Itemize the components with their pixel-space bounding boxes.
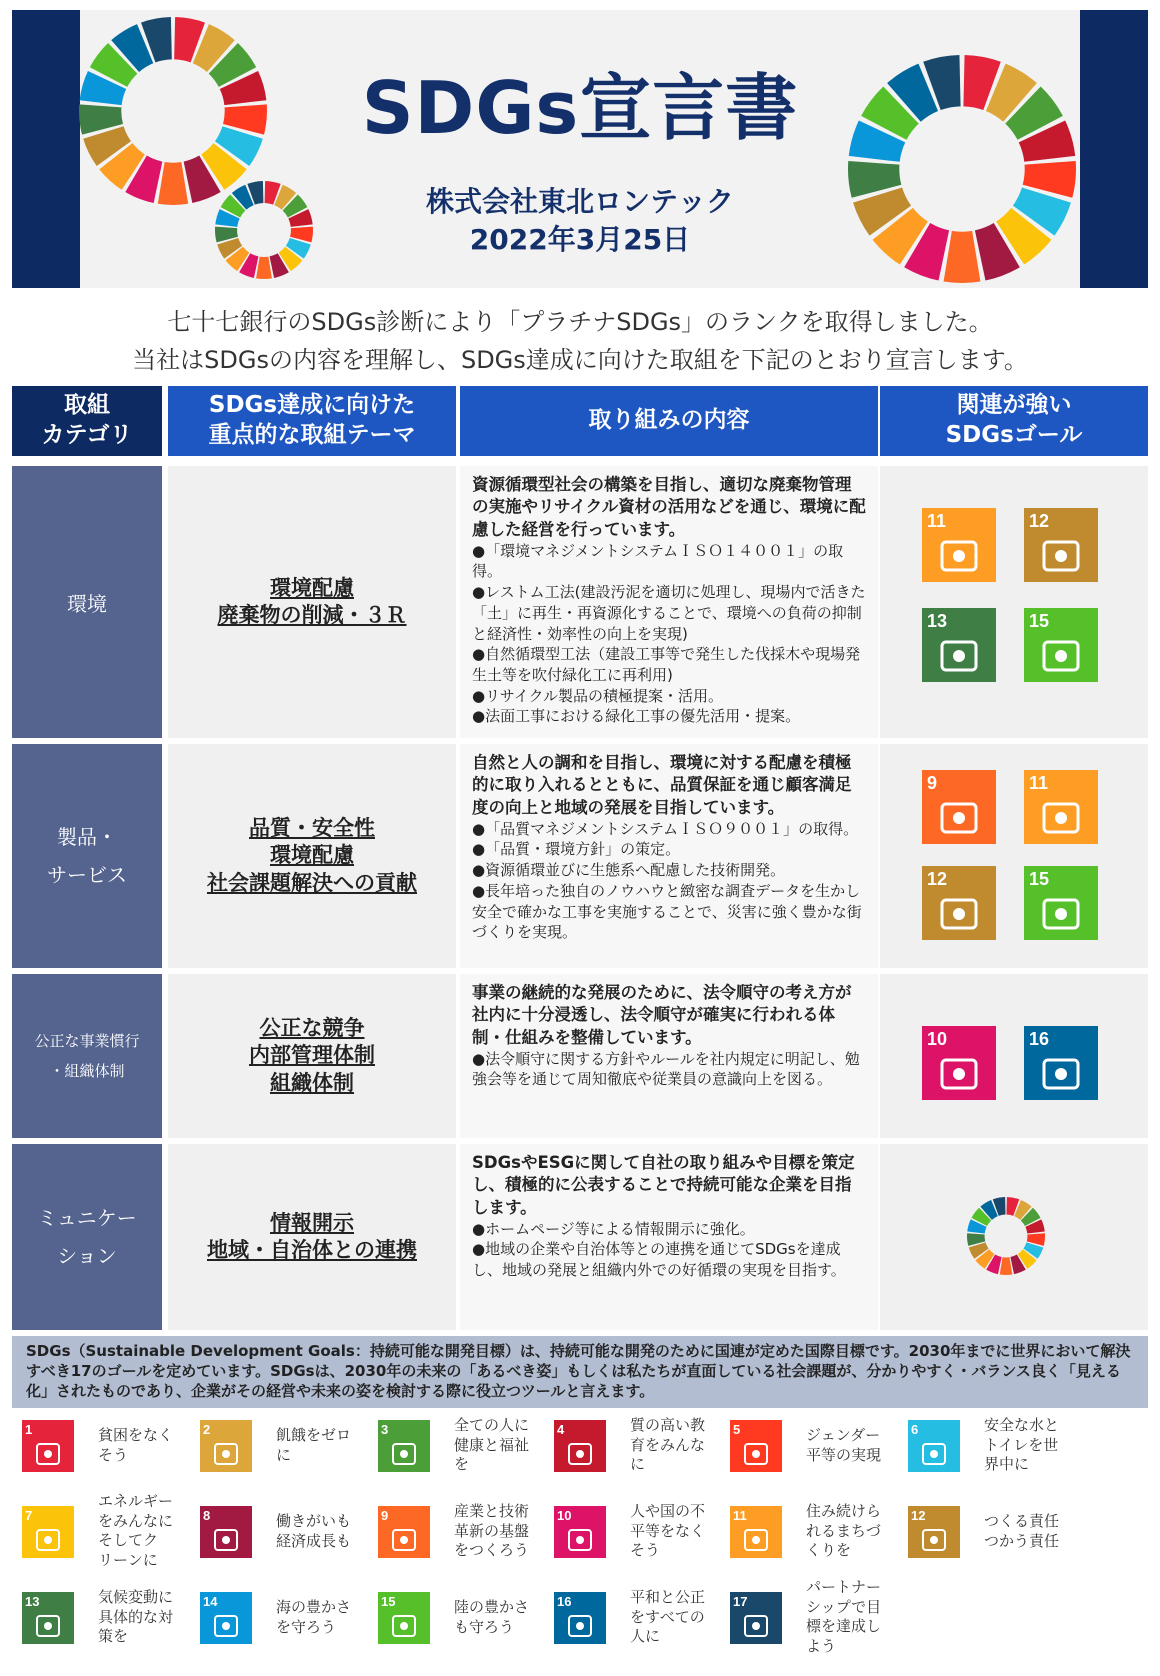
goal-pictogram xyxy=(922,770,996,844)
row-fair-practice-theme: 公正な競争 内部管理体制 組織体制 xyxy=(168,974,456,1138)
intro-line-2: 当社はSDGsの内容を理解し、SDGs達成に向けた取組を下記のとおり宣言します。 xyxy=(132,346,1028,374)
sdgs-description: SDGs（Sustainable Development Goals：持続可能な開発目標）は、持続可能な開発のために国連が定めた国際目標です。2030年までに世界において解決すべき17のゴールを定めています。SDGsは、2030年の未来の「あるべき姿」もしくは私たちが直面している社会課題が、分かりやすく・バランス良く「見える化」されたものであり、企業がその経営や未来の姿を検討する際に役立つツールと言えます。 xyxy=(12,1336,1148,1408)
goal-icon-12: 12 xyxy=(1024,508,1098,582)
goal-12-icon xyxy=(908,1506,960,1558)
goal-pictogram xyxy=(1024,508,1098,582)
goal-16-icon xyxy=(554,1592,606,1644)
goal-4-icon xyxy=(554,1420,606,1472)
goal-10-label: 人や国の不 平等をなく そう xyxy=(630,1502,706,1559)
goal-4-label: 質の高い教 育をみんな に xyxy=(630,1416,706,1473)
goal-icon-10: 10 xyxy=(922,1026,996,1100)
goal-6-icon xyxy=(908,1420,960,1472)
goal-pictogram xyxy=(922,866,996,940)
goal-13-icon xyxy=(22,1592,74,1644)
goal-number: 2 xyxy=(203,1422,211,1437)
row-fair-practice-category: 公正な事業慣行 ・組織体制 xyxy=(12,974,162,1138)
page-title: SDGs宣言書 xyxy=(361,66,799,150)
goal-14-label: 海の豊かさ を守ろう xyxy=(276,1598,352,1636)
goal-number: 16 xyxy=(557,1594,572,1609)
declaration-date: 2022年3月25日 xyxy=(469,223,691,256)
goal-icon-11: 11 xyxy=(1024,770,1098,844)
row-communication-content: SDGsやESGに関して自社の取り組みや目標を策定し、積極的に公表することで持続可能な企業を目指します。 ●ホームページ等による情報開示に強化。 ●地域の企業や自治体等との連携を通じてSDGsを達成し、地域の発展と組織内外での好循環の実現を目指す。 xyxy=(460,1144,878,1330)
goal-number: 4 xyxy=(557,1422,565,1437)
company-name: 株式会社東北ロンテック xyxy=(425,185,734,218)
goal-pictogram xyxy=(1024,608,1098,682)
row-environment-content: 資源循環型社会の構築を目指し、適切な廃棄物管理の実施やリサイクル資材の活用などを通じ、環境に配慮した経営を行っています。 ●「環境マネジメントシステムＩＳＯ１４００１」の取得。 ●レストム工法(建設汚泥を適切に処理し、現場内で活きた「土」に再生・再資源化することで、環境への負荷の抑制と経済性・効率性の向上を実現) ●自然循環型工法（建設工事等で発生した伐採木や現場発生土等を吹付緑化工に再利用) ●リサイクル製品の積極提案・活用。 ●法面工事における緑化工事の優先活用・提案。 xyxy=(460,466,878,738)
goal-number: 9 xyxy=(381,1508,389,1523)
goal-number: 8 xyxy=(203,1508,211,1523)
goal-15-icon xyxy=(378,1592,430,1644)
goal-2-label: 飢餓をゼロ に xyxy=(276,1426,352,1464)
row-products-content: 自然と人の調和を目指し、環境に対する配慮を積極的に取り入れるとともに、品質保証を通じ顧客満足度の向上と地域の発展を目指しています。 ●「品質マネジメントシステムＩＳＯ９００１」の取得。 ●「品質・環境方針」の策定。 ●資源循環並びに生態系へ配慮した技術開発。 ●長年培った独自のノウハウと緻密な調査データを生かし安全で確かな工事を実施することで、災害に強く豊かな街づくりを実現。 xyxy=(460,744,878,968)
row-environment-theme: 環境配慮 廃棄物の削減・３Ｒ xyxy=(168,466,456,738)
wheel-segment xyxy=(1000,1257,1013,1275)
goal-number: 1 xyxy=(25,1422,33,1437)
goal-11-icon xyxy=(730,1506,782,1558)
goal-8-icon xyxy=(200,1506,252,1558)
goal-17-icon xyxy=(730,1592,782,1644)
goal-10-icon xyxy=(554,1506,606,1558)
goal-8-label: 働きがいも 経済成長も xyxy=(276,1512,352,1550)
goal-2-icon xyxy=(200,1420,252,1472)
goal-icon-16: 16 xyxy=(1024,1026,1098,1100)
goal-pictogram xyxy=(1024,1026,1098,1100)
header-goals: 関連が強い SDGsゴール xyxy=(880,386,1148,456)
goal-6-label: 安全な水と トイレを世 界中に xyxy=(984,1416,1060,1473)
goal-number: 13 xyxy=(25,1594,40,1609)
goal-number: 14 xyxy=(203,1594,218,1609)
header-category: 取組 カテゴリ xyxy=(12,386,162,456)
row-environment-goals xyxy=(880,466,1148,738)
goal-9-icon xyxy=(378,1506,430,1558)
goal-14-icon xyxy=(200,1592,252,1644)
goal-icon-13: 13 xyxy=(922,608,996,682)
goal-12-label: つくる責任 つかう責任 xyxy=(984,1512,1060,1550)
goal-icon-15: 15 xyxy=(1024,866,1098,940)
wheel-segment xyxy=(256,257,272,279)
goal-pictogram xyxy=(1024,866,1098,940)
header-banner xyxy=(12,10,1148,288)
goal-pictogram xyxy=(922,1026,996,1100)
goal-7-label: エネルギー をみんなに そしてク リーンに xyxy=(98,1492,174,1569)
row-fair-practice-content: 事業の継続的な発展のために、法令順守の考え方が社内に十分浸透し、法令順守が確実に行われる体制・仕組みを整備しています。 ●法令順守に関する方針やルールを社内規定に明記し、勉強会等を通じて周知徹底や従業員の意識向上を図る。 xyxy=(460,974,878,1138)
goal-pictogram xyxy=(922,608,996,682)
goal-7-icon xyxy=(22,1506,74,1558)
row-communication-category: ミュニケー ション xyxy=(12,1144,162,1330)
goal-5-icon xyxy=(730,1420,782,1472)
row-environment-category: 環境 xyxy=(12,466,162,738)
goal-number: 15 xyxy=(381,1594,396,1609)
goal-pictogram xyxy=(1024,770,1098,844)
goal-11-label: 住み続けら れるまちづ くりを xyxy=(806,1502,882,1559)
goal-icon-11: 11 xyxy=(922,508,996,582)
row-products-theme: 品質・安全性 環境配慮 社会課題解決への貢献 xyxy=(168,744,456,968)
goal-13-label: 気候変動に 具体的な対 策を xyxy=(98,1588,174,1645)
goal-icon-9: 9 xyxy=(922,770,996,844)
goal-1-icon xyxy=(22,1420,74,1472)
goal-number: 6 xyxy=(911,1422,919,1437)
goal-pictogram xyxy=(922,508,996,582)
row-communication-theme: 情報開示 地域・自治体との連携 xyxy=(168,1144,456,1330)
goal-number: 12 xyxy=(911,1508,926,1523)
goal-16-label: 平和と公正 をすべての 人に xyxy=(630,1588,706,1645)
row-products-goals xyxy=(880,744,1148,968)
goal-number: 10 xyxy=(557,1508,572,1523)
goal-15-label: 陸の豊かさ も守ろう xyxy=(454,1598,530,1636)
goal-number: 7 xyxy=(25,1508,33,1523)
sdgs-wheel-goal-icon xyxy=(966,1196,1046,1276)
goal-number: 5 xyxy=(733,1422,741,1437)
goal-17-label: パートナー シップで目 標を達成し よう xyxy=(806,1578,882,1655)
goal-3-icon xyxy=(378,1420,430,1472)
goal-number: 11 xyxy=(733,1508,747,1523)
goal-5-label: ジェンダー 平等の実現 xyxy=(806,1426,882,1464)
goal-icon-12: 12 xyxy=(922,866,996,940)
header-content: 取り組みの内容 xyxy=(460,386,878,456)
goal-number: 3 xyxy=(381,1422,389,1437)
header-theme: SDGs達成に向けた 重点的な取組テーマ xyxy=(168,386,456,456)
intro-line-1: 七十七銀行のSDGs診断により「プラチナSDGs」のランクを取得しました。 xyxy=(167,308,993,336)
goal-1-label: 貧困をなく そう xyxy=(98,1426,174,1464)
row-products-category: 製品・ サービス xyxy=(12,744,162,968)
goal-icon-15: 15 xyxy=(1024,608,1098,682)
goal-9-label: 産業と技術 革新の基盤 をつくろう xyxy=(454,1502,530,1559)
goal-3-label: 全ての人に 健康と福祉 を xyxy=(454,1416,530,1473)
row-fair-practice-goals xyxy=(880,974,1148,1138)
goal-number: 17 xyxy=(733,1594,748,1609)
